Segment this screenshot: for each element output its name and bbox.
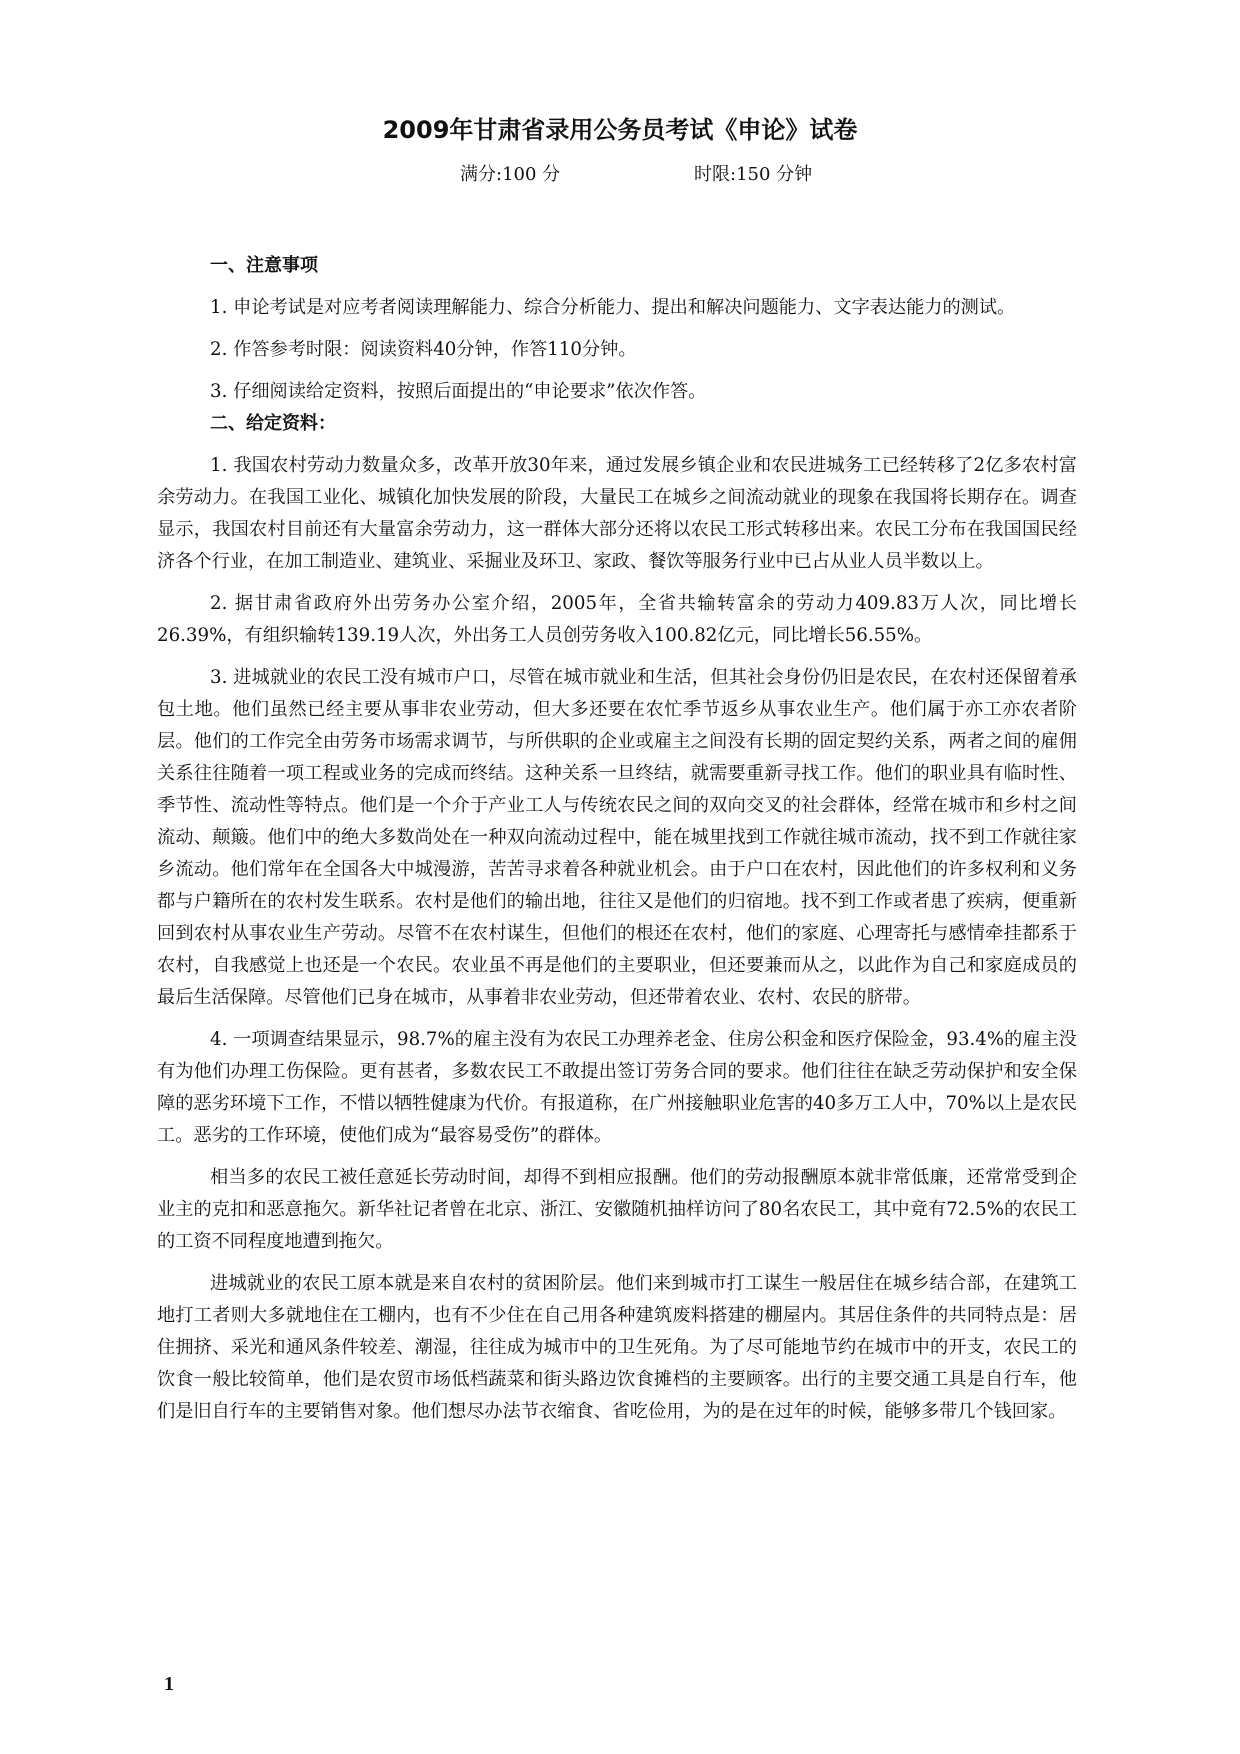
notes-item: 2. 作答参考时限：阅读资料40分钟，作答110分钟。: [210, 339, 637, 360]
material-paragraph: 相当多的农民工被任意延长劳动时间，却得不到相应报酬。他们的劳动报酬原本就非常低廉，还常常受到企业主的克扣和恶意拖欠。新华社记者曾在北京、浙江、安徽随机抽样访问了80名农民工，其中竟有72.5%的农民工的工资不同程度地遭到拖欠。: [157, 1167, 1077, 1252]
material-paragraph: 进城就业的农民工原本就是来自农村的贫困阶层。他们来到城市打工谋生一般居住在城乡结合部，在建筑工地打工者则大多就地住在工棚内，也有不少住在自己用各种建筑废料搭建的棚屋内。其居住条件的共同特点是：居住拥挤、采光和通风条件较差、潮湿，往往成为城市中的卫生死角。为了尽可能地节约在城市中的开支，农民工的饮食一般比较简单，他们是农贸市场低档蔬菜和街头路边饮食摊档的主要顾客。出行的主要交通工具是自行车，他们是旧自行车的主要销售对象。他们想尽办法节衣缩食、省吃俭用，为的是在过年的时候，能够多带几个钱回家。: [157, 1273, 1077, 1422]
time-limit: 时限:150 分钟: [694, 164, 813, 185]
section-heading-notes: 一、注意事项: [210, 255, 318, 276]
page-number: 1: [164, 1673, 174, 1695]
document-body: [157, 250, 1077, 1438]
document-title: 2009年甘肃省录用公务员考试《申论》试卷: [382, 116, 858, 144]
section-heading-materials: 二、给定资料：: [210, 413, 336, 434]
full-score: 满分:100 分: [460, 164, 561, 185]
material-paragraph: 4. 一项调查结果显示，98.7%的雇主没有为农民工办理养老金、住房公积金和医疗保险金，93.4%的雇主没有为他们办理工伤保险。更有甚者，多数农民工不敢提出签订劳务合同的要求。他们往往在缺乏劳动保护和安全保障的恶劣环境下工作，不惜以牺牲健康为代价。有报道称，在广州接触职业危害的40多万工人中，70%以上是农民工。恶劣的工作环境，使他们成为“最容易受伤”的群体。: [157, 1029, 1077, 1146]
material-paragraph: 1. 我国农村劳动力数量众多，改革开放30年来，通过发展乡镇企业和农民进城务工已经转移了2亿多农村富余劳动力。在我国工业化、城镇化加快发展的阶段，大量民工在城乡之间流动就业的现象在我国将长期存在。调查显示，我国农村目前还有大量富余劳动力，这一群体大部分还将以农民工形式转移出来。农民工分布在我国国民经济各个行业，在加工制造业、建筑业、采掘业及环卫、家政、餐饮等服务行业中已占从业人员半数以上。: [157, 455, 1077, 572]
notes-item: 1. 申论考试是对应考者阅读理解能力、综合分析能力、提出和解决问题能力、文字表达能力的测试。: [210, 297, 1016, 318]
material-paragraph: 2. 据甘肃省政府外出劳务办公室介绍，2005年，全省共输转富余的劳动力409.83万人次，同比增长26.39%，有组织输转139.19人次，外出务工人员创劳务收入100.82亿元，同比增长56.55%。: [157, 593, 1077, 646]
material-paragraph: 3. 进城就业的农民工没有城市户口，尽管在城市就业和生活，但其社会身份仍旧是农民，在农村还保留着承包土地。他们虽然已经主要从事非农业劳动，但大多还要在农忙季节返乡从事农业生产。他们属于亦工亦农者阶层。他们的工作完全由劳务市场需求调节，与所供职的企业或雇主之间没有长期的固定契约关系，两者之间的雇佣关系往往随着一项工程或业务的完成而终结。这种关系一旦终结，就需要重新寻找工作。他们的职业具有临时性、季节性、流动性等特点。他们是一个介于产业工人与传统农民之间的双向交叉的社会群体，经常在城市和乡村之间流动、颠簸。他们中的绝大多数尚处在一种双向流动过程中，能在城里找到工作就往城市流动，找不到工作就往家乡流动。他们常年在全国各大中城漫游，苦苦寻求着各种就业机会。由于户口在农村，因此他们的许多权利和义务都与户籍所在的农村发生联系。农村是他们的输出地，往往又是他们的归宿地。找不到工作或者患了疾病，便重新回到农村从事农业生产劳动。尽管不在农村谋生，但他们的根还在农村，他们的家庭、心理寄托与感情牵挂都系于农村，自我感觉上也还是一个农民。农业虽不再是他们的主要职业，但还要兼而从之，以此作为自己和家庭成员的最后生活保障。尽管他们已身在城市，从事着非农业劳动，但还带着农业、农村、农民的脐带。: [157, 667, 1077, 1008]
notes-item: 3. 仔细阅读给定资料，按照后面提出的“申论要求”依次作答。: [210, 381, 707, 402]
